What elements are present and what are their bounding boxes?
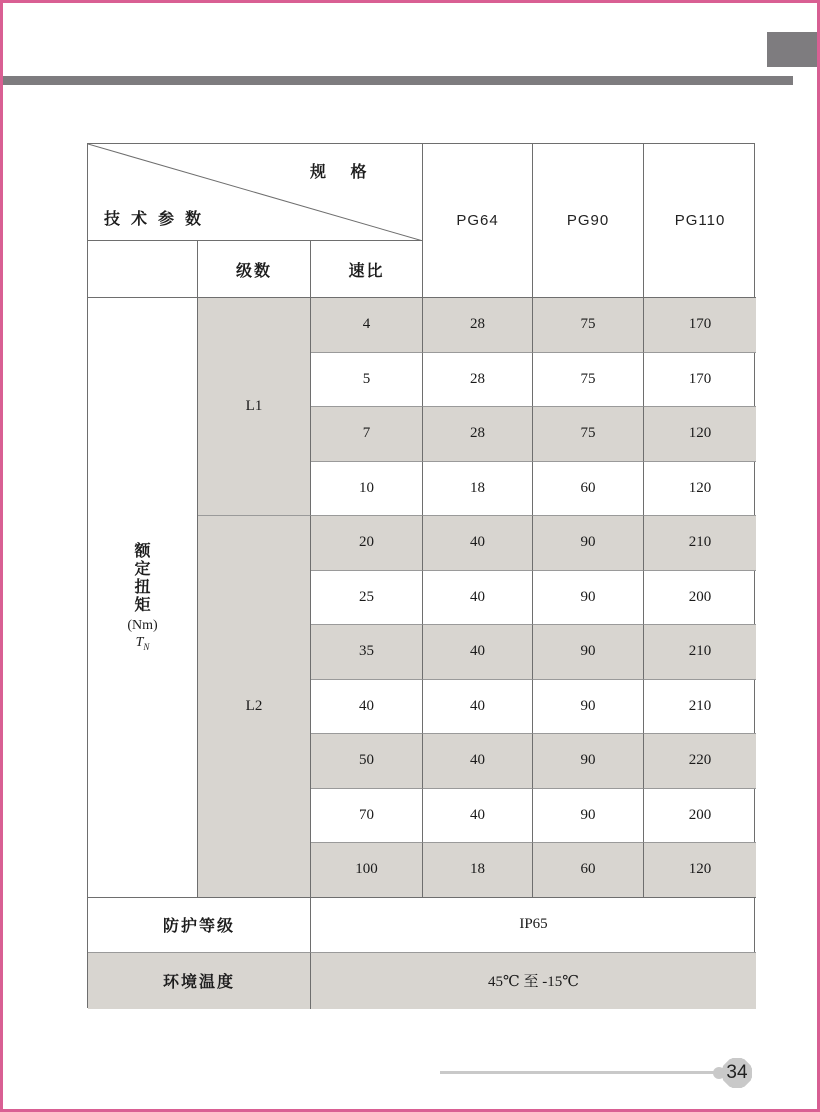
value-cell-pg110: 200 bbox=[644, 789, 756, 844]
value-cell-pg110: 170 bbox=[644, 353, 756, 408]
value-cell-pg64: 18 bbox=[423, 462, 533, 517]
value-cell-pg90: 60 bbox=[533, 462, 644, 517]
table-corner-cell bbox=[88, 144, 423, 241]
value-cell-pg110: 210 bbox=[644, 680, 756, 735]
ratio-cell: 100 bbox=[311, 843, 423, 898]
footer-rule bbox=[440, 1071, 716, 1074]
value-cell-pg110: 220 bbox=[644, 734, 756, 789]
value-cell-pg90: 75 bbox=[533, 407, 644, 462]
value-cell-pg64: 40 bbox=[423, 789, 533, 844]
group-cell-l1: L1 bbox=[198, 298, 311, 516]
column-header-pg110: PG110 bbox=[644, 144, 756, 298]
column-header-pg90: PG90 bbox=[533, 144, 644, 298]
ratio-cell: 20 bbox=[311, 516, 423, 571]
value-cell-pg64: 28 bbox=[423, 353, 533, 408]
value-cell-pg90: 75 bbox=[533, 298, 644, 353]
temperature-label: 环境温度 bbox=[88, 953, 311, 1010]
value-cell-pg64: 40 bbox=[423, 625, 533, 680]
header-corner-block bbox=[767, 32, 817, 67]
value-cell-pg110: 210 bbox=[644, 625, 756, 680]
corner-label-parameters: 技术参数 bbox=[104, 211, 213, 228]
header-stages: 级数 bbox=[198, 241, 311, 298]
header-rule-bar bbox=[3, 76, 793, 85]
value-cell-pg110: 200 bbox=[644, 571, 756, 626]
page-number-badge bbox=[715, 1051, 759, 1095]
value-cell-pg110: 120 bbox=[644, 462, 756, 517]
torque-symbol: $T_N$ bbox=[135, 634, 150, 652]
ratio-cell: 25 bbox=[311, 571, 423, 626]
value-cell-pg90: 90 bbox=[533, 734, 644, 789]
group-cell-l2: L2 bbox=[198, 516, 311, 898]
value-cell-pg90: 90 bbox=[533, 516, 644, 571]
ratio-cell: 5 bbox=[311, 353, 423, 408]
ratio-cell: 4 bbox=[311, 298, 423, 353]
value-cell-pg64: 40 bbox=[423, 571, 533, 626]
value-cell-pg64: 18 bbox=[423, 843, 533, 898]
value-cell-pg110: 210 bbox=[644, 516, 756, 571]
torque-label-cell bbox=[88, 298, 198, 898]
value-cell-pg64: 40 bbox=[423, 734, 533, 789]
value-cell-pg90: 75 bbox=[533, 353, 644, 408]
value-cell-pg110: 120 bbox=[644, 407, 756, 462]
header-empty-cell bbox=[88, 241, 198, 298]
value-cell-pg90: 90 bbox=[533, 680, 644, 735]
value-cell-pg64: 28 bbox=[423, 298, 533, 353]
value-cell-pg90: 90 bbox=[533, 571, 644, 626]
value-cell-pg110: 170 bbox=[644, 298, 756, 353]
ratio-cell: 7 bbox=[311, 407, 423, 462]
temperature-value: 45℃ 至 -15℃ bbox=[311, 953, 756, 1010]
torque-unit: (Nm) bbox=[127, 617, 158, 633]
value-cell-pg90: 90 bbox=[533, 625, 644, 680]
value-cell-pg64: 28 bbox=[423, 407, 533, 462]
ratio-cell: 70 bbox=[311, 789, 423, 844]
value-cell-pg90: 90 bbox=[533, 789, 644, 844]
value-cell-pg64: 40 bbox=[423, 680, 533, 735]
page-number: 34 bbox=[726, 1062, 748, 1083]
protection-value: IP65 bbox=[311, 898, 756, 953]
ratio-cell: 10 bbox=[311, 462, 423, 517]
ratio-cell: 40 bbox=[311, 680, 423, 735]
torque-label-vertical: 额定扭矩 bbox=[134, 542, 151, 614]
header-ratio: 速比 bbox=[311, 241, 423, 298]
corner-label-spec: 规 格 bbox=[310, 164, 377, 181]
value-cell-pg90: 60 bbox=[533, 843, 644, 898]
value-cell-pg110: 120 bbox=[644, 843, 756, 898]
spec-table bbox=[87, 143, 755, 1008]
protection-label: 防护等级 bbox=[88, 898, 311, 953]
value-cell-pg64: 40 bbox=[423, 516, 533, 571]
ratio-cell: 35 bbox=[311, 625, 423, 680]
ratio-cell: 50 bbox=[311, 734, 423, 789]
column-header-pg64: PG64 bbox=[423, 144, 533, 298]
